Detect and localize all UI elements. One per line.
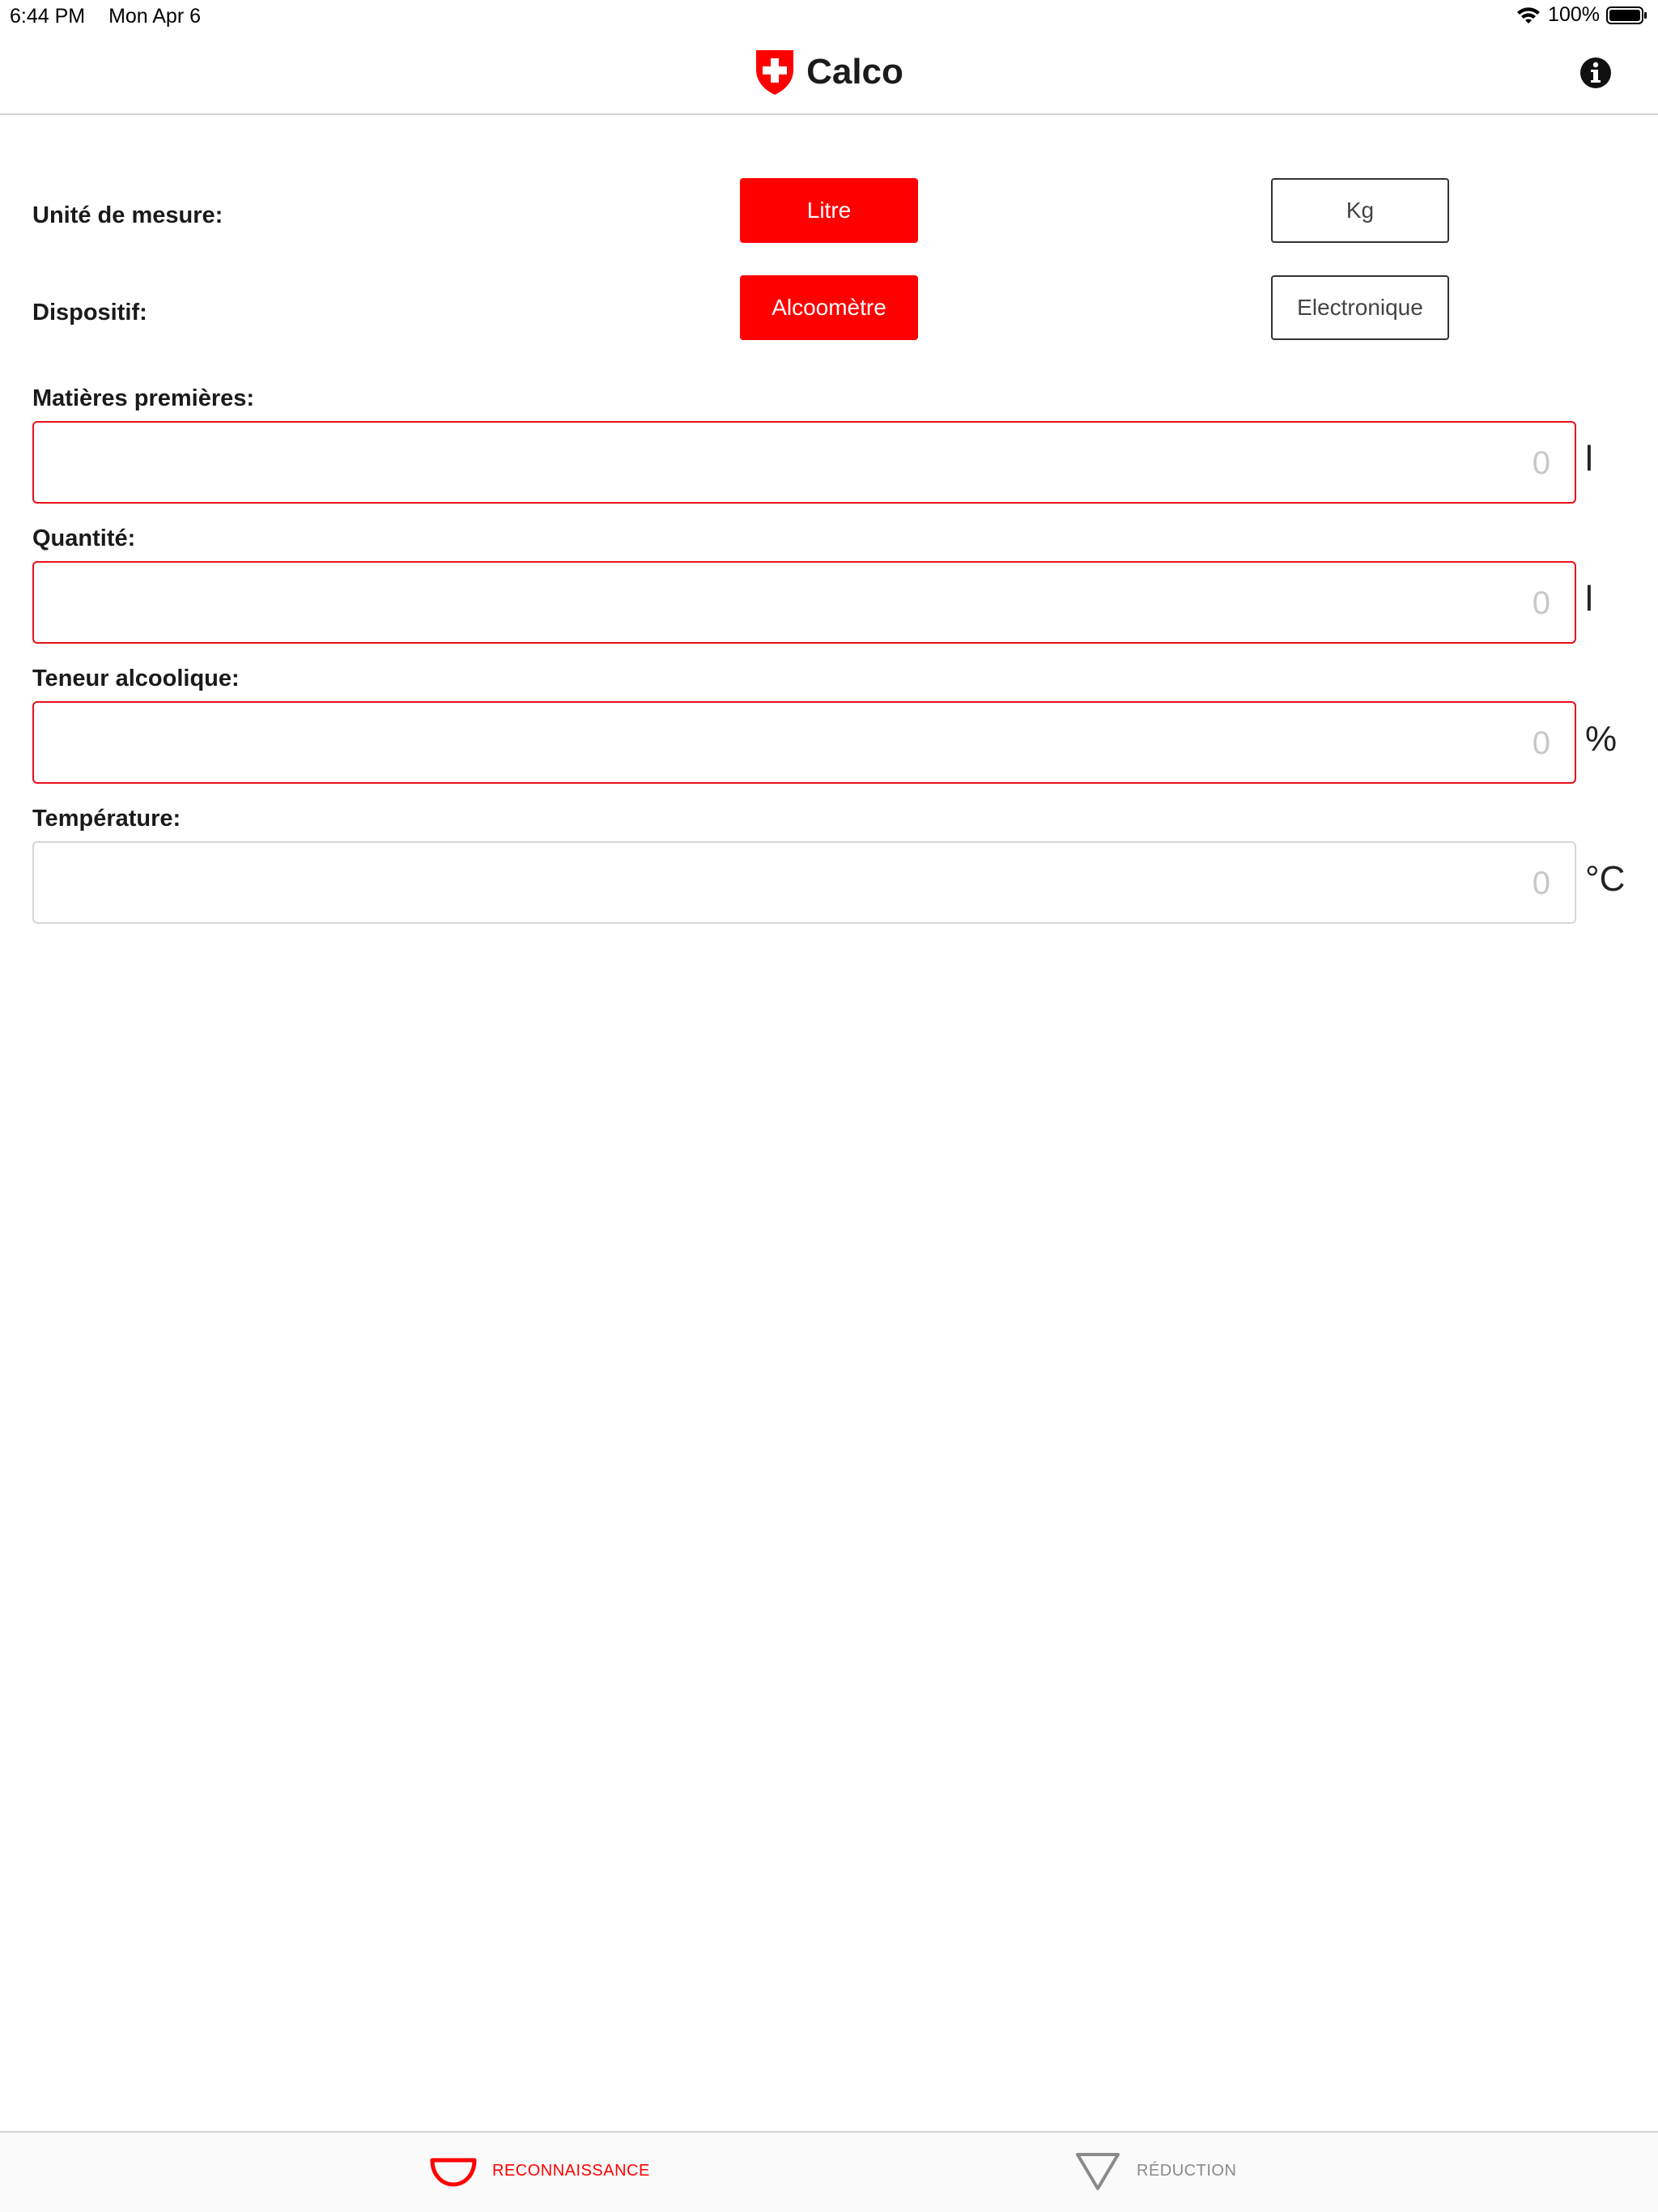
- temperature-unit: °C: [1585, 859, 1626, 899]
- nav-title-group: [0, 49, 1658, 96]
- electronique-button[interactable]: Electronique: [1271, 275, 1449, 340]
- triangle-icon: [1073, 2150, 1122, 2191]
- tab-reduction-label: RÉDUCTION: [1137, 2161, 1237, 2180]
- raw-materials-input[interactable]: [50, 439, 1550, 487]
- info-icon[interactable]: [1579, 56, 1613, 90]
- unit-row-label: Unité de mesure:: [32, 202, 223, 228]
- temperature-field: [32, 841, 1576, 924]
- alcohol-content-unit: %: [1585, 719, 1618, 759]
- quantity-unit: l: [1585, 579, 1593, 619]
- tab-bar: [0, 2131, 1658, 2212]
- alcoometre-button[interactable]: Alcoomètre: [740, 275, 918, 340]
- litre-button[interactable]: Litre: [740, 178, 918, 243]
- tab-reconnaissance-label: RECONNAISSANCE: [492, 2161, 650, 2180]
- quantity-input[interactable]: [50, 579, 1550, 627]
- raw-materials-label: Matières premières:: [32, 385, 255, 411]
- kg-button[interactable]: Kg: [1271, 178, 1449, 243]
- battery-icon: [1606, 6, 1648, 25]
- bowl-icon: [429, 2150, 478, 2191]
- navigation-bar: [0, 32, 1658, 115]
- status-left: [10, 5, 201, 28]
- quantity-field: [32, 561, 1576, 644]
- status-bar: [0, 0, 1658, 32]
- raw-materials-field: [32, 421, 1576, 504]
- alcohol-content-field: [32, 701, 1576, 784]
- status-right: [1516, 3, 1648, 27]
- alcohol-content-label: Teneur alcoolique:: [32, 666, 240, 691]
- quantity-label: Quantité:: [32, 525, 136, 551]
- tab-reduction[interactable]: [1073, 2150, 1236, 2191]
- app-title: Calco: [806, 52, 903, 91]
- temperature-input[interactable]: [50, 859, 1550, 908]
- status-date: Mon Apr 6: [108, 5, 202, 28]
- device-row-label: Dispositif:: [32, 300, 147, 325]
- raw-materials-unit: l: [1585, 439, 1593, 479]
- alcohol-content-input[interactable]: [50, 719, 1550, 768]
- status-time: 6:44 PM: [10, 5, 86, 28]
- swiss-shield-icon: [755, 49, 795, 96]
- temperature-label: Température:: [32, 806, 181, 832]
- wifi-icon: [1516, 6, 1541, 25]
- tab-reconnaissance[interactable]: [429, 2150, 650, 2191]
- battery-percent: 100%: [1548, 3, 1600, 26]
